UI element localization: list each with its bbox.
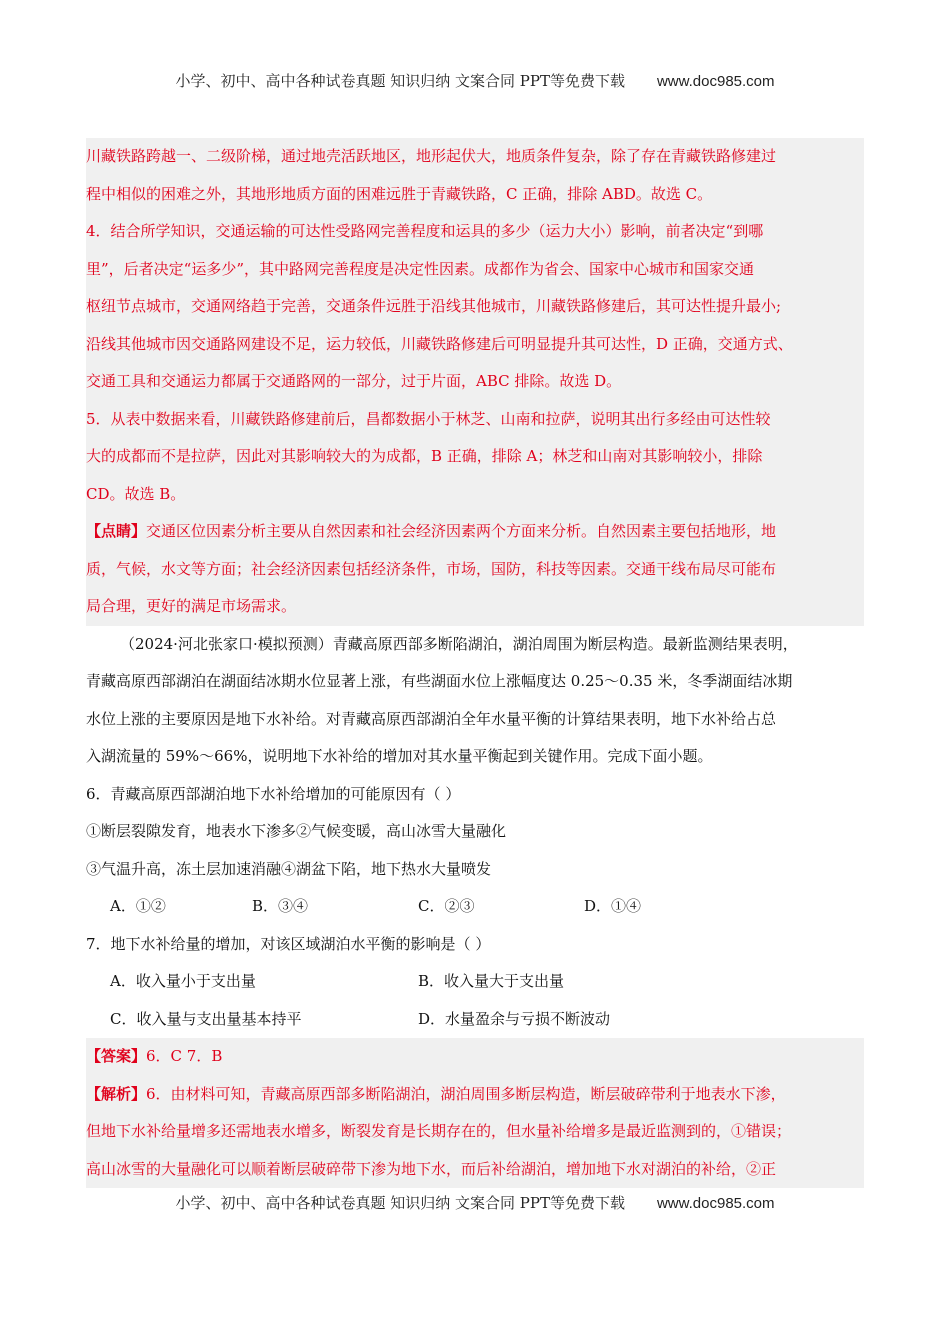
- text-line: 5．从表中数据来看，川藏铁路修建前后，昌都数据小于林芝、山南和拉萨，说明其出行多经由可达性较: [86, 409, 771, 428]
- text-line: （2024·河北张家口·模拟预测）青藏高原西部多断陷湖泊，湖泊周围为断层构造。最新监测结果表明，: [120, 634, 798, 653]
- q7-options-row-1: [86, 963, 864, 1001]
- header-url[interactable]: www.doc985.com: [656, 73, 775, 90]
- option-d[interactable]: D．①④: [584, 897, 642, 915]
- text-line: 但地下水补给量增多还需地表水增多，断裂发育是长期存在的，但水量补给增多是最近监测到的，①错误；: [86, 1122, 792, 1140]
- option-a[interactable]: A．①②: [110, 897, 166, 915]
- footer-url[interactable]: www.doc985.com: [656, 1195, 775, 1212]
- text-line: 入湖流量的 59%～66%，说明地下水补给的增加对其水量平衡起到关键作用。完成下面小题。: [86, 747, 713, 765]
- prev-analysis-block: [86, 138, 864, 213]
- analysis-label: 【解析】: [86, 1084, 147, 1103]
- answer-label: 【答案】: [86, 1047, 147, 1065]
- q6-options: [86, 888, 864, 926]
- text-line: [86, 1038, 864, 1076]
- material-intro: [86, 626, 864, 776]
- text-line: 大的成都而不是拉萨，因此对其影响较大的为成都，B 正确，排除 A；林芝和山南对其影响较小，排除: [86, 447, 763, 465]
- text-line: 交通工具和交通运力都属于交通路网的一部分，过于片面，ABC 排除。故选 D。: [86, 372, 622, 390]
- text-line: [86, 513, 864, 551]
- document-body: [86, 138, 864, 1188]
- statement-line: ①断层裂隙发育，地表水下渗多②气候变暖，高山冰雪大量融化: [86, 822, 507, 840]
- statement-line: ③气温升高，冻土层加速消融④湖盆下陷，地下热水大量喷发: [86, 859, 492, 878]
- q5-analysis-block: [86, 401, 864, 514]
- text-line: 里”，后者决定“运多少”，其中路网完善程度是决定性因素。成都作为省会、国家中心城市和国家交通: [86, 259, 755, 278]
- page-footer: [0, 1192, 950, 1213]
- analysis-first: 6．由材料可知，青藏高原西部多断陷湖泊，湖泊周围多断层构造，断层破碎带利于地表水下渗，: [146, 1084, 786, 1103]
- option-c[interactable]: C．②③: [418, 897, 475, 915]
- answer-text: 6．C 7．B: [146, 1047, 223, 1065]
- tip-label: 【点睛】: [86, 522, 147, 540]
- text-line: 水位上涨的主要原因是地下水补给。对青藏高原西部湖泊全年水量平衡的计算结果表明，地下水补给占总: [86, 709, 777, 728]
- text-line: 川藏铁路跨越一、二级阶梯，通过地壳活跃地区，地形起伏大，地质条件复杂，除了存在青藏铁路修建过: [86, 147, 777, 165]
- tip-text: 交通区位因素分析主要从自然因素和社会经济因素两个方面来分析。自然因素主要包括地形，地: [146, 522, 777, 540]
- text-line: CD。故选 B。: [86, 484, 186, 503]
- answer-block: [86, 1038, 864, 1076]
- question-stem: 7．地下水补给量的增加，对该区域湖泊水平衡的影响是（ ）: [86, 934, 491, 953]
- q4-analysis-block: [86, 213, 864, 401]
- option-d[interactable]: D．水量盈余与亏损不断波动: [418, 1009, 611, 1028]
- question-6: [86, 776, 864, 926]
- text-line: 高山冰雪的大量融化可以顺着断层破碎带下渗为地下水，而后补给湖泊，增加地下水对湖泊的补给，②正: [86, 1159, 777, 1178]
- footer-text: 小学、初中、高中各种试卷真题 知识归纳 文案合同 PPT等免费下载: [175, 1194, 625, 1212]
- text-line: 局合理，更好的满足市场需求。: [86, 597, 297, 615]
- option-b[interactable]: B．③④: [252, 897, 309, 915]
- option-c[interactable]: C．收入量与支出量基本持平: [110, 1009, 302, 1028]
- question-7: [86, 926, 864, 1039]
- text-line: 枢纽节点城市，交通网络趋于完善，交通条件远胜于沿线其他城市，川藏铁路修建后，其可达性提升最小;: [86, 297, 782, 315]
- question-stem: 6．青藏高原西部湖泊地下水补给增加的可能原因有（ ）: [86, 784, 461, 803]
- q7-options-row-2: [86, 1001, 864, 1039]
- tip-block: [86, 513, 864, 626]
- option-a[interactable]: A．收入量小于支出量: [110, 972, 256, 990]
- text-line: 质，气候，水文等方面；社会经济因素包括经济条件，市场，国防，科技等因素。交通干线布局尽可能布: [86, 559, 777, 578]
- text-line: [86, 1076, 864, 1114]
- text-line: 青藏高原西部湖泊在湖面结冰期水位显著上涨，有些湖面水位上涨幅度达 0.25～0.35 米，冬季湖面结冰期: [86, 672, 793, 690]
- text-line: 沿线其他城市因交通路网建设不足，运力较低，川藏铁路修建后可明显提升其可达性，D 正确，交通方式、: [86, 334, 793, 353]
- analysis-block: [86, 1076, 864, 1189]
- text-line: 4．结合所学知识，交通运输的可达性受路网完善程度和运具的多少（运力大小）影响，前者决定“到哪: [86, 222, 764, 240]
- page-header: [0, 70, 950, 91]
- text-line: 程中相似的困难之外，其地形地质方面的困难远胜于青藏铁路，C 正确，排除 ABD。故选 C。: [86, 184, 713, 203]
- option-b[interactable]: B．收入量大于支出量: [418, 972, 565, 990]
- header-text: 小学、初中、高中各种试卷真题 知识归纳 文案合同 PPT等免费下载: [175, 72, 625, 90]
